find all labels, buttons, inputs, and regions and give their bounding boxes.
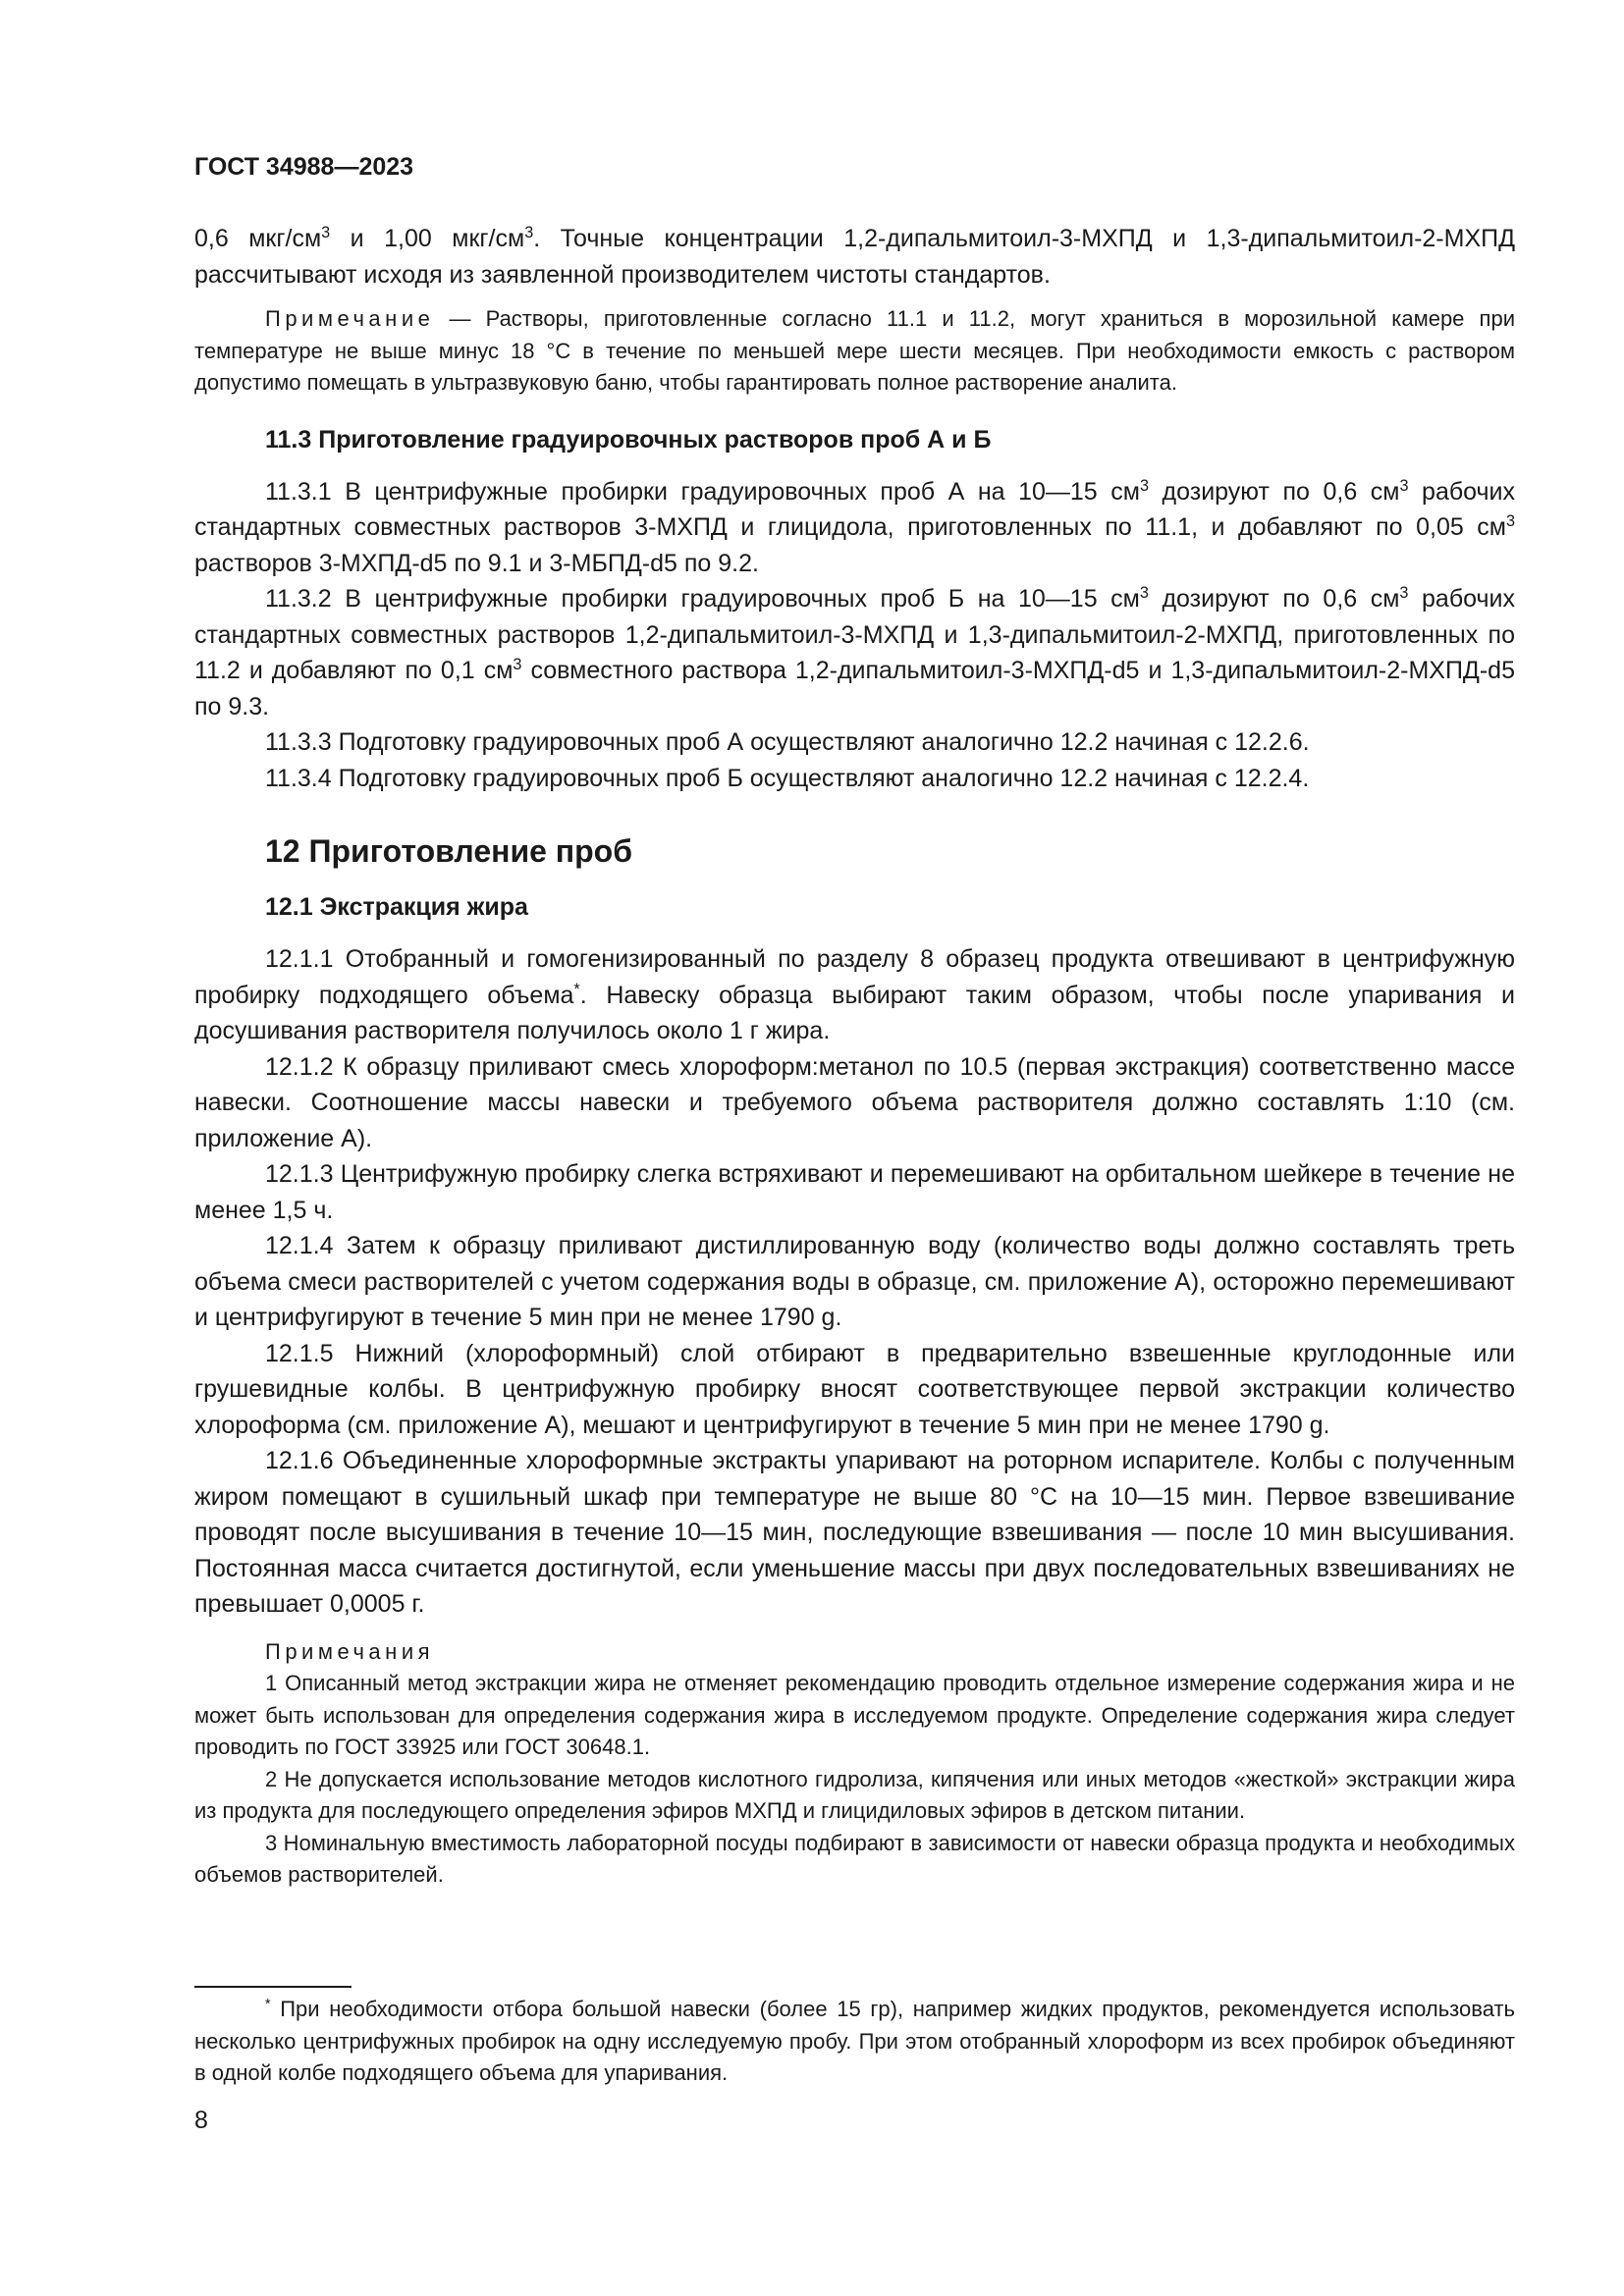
paragraph-12-1-6: 12.1.6 Объединенные хлороформные экстракты упаривают на роторном испарителе. Колбы с полученным жиром помещают в сушильный шкаф при температуре не выше 80 °С на 10—15 мин. Первое взвешивание проводят после высушивания в течение 10—15 мин, последующие взвешивания — после 10 мин высушивания. Постоянная масса считается достигнутой, если уменьшение массы при двух последовательных взвешиваниях не превышает 0,0005 г. bbox=[194, 1447, 1515, 1618]
footnote-divider bbox=[194, 1986, 352, 1988]
note-3: 3 Номинальную вместимость лабораторной посуды подбирают в зависимости от навески образца продукта и необходимых объемов растворителей. bbox=[194, 1830, 1515, 1887]
note-1: 1 Описанный метод экстракции жира не отменяет рекомендацию проводить отдельное измерение содержания жира и не может быть использован для определения содержания жира в исследуемом продукте. Определение содержания жира следует проводить по ГОСТ 33925 или ГОСТ 30648.1. bbox=[194, 1671, 1515, 1759]
paragraph-11-3-2: 11.3.2 В центрифужные пробирки градуировочных проб Б на 10—15 $см^3$ дозируют по 0,6 $см^3$ рабочих стандартных совместных растворов 1,2-дипальмитоил-3-МХПД и 1,3-дипальмитоил-2-МХПД, приготовленных по 11.2 и добавляют по 0,1 $см^3$ совместного раствора 1,2-дипальмитоил-3-МХПД-d5 и 1,3-дипальмитоил-2-МХПД-d5 по 9.3. bbox=[194, 584, 1515, 721]
footnote-reference: * bbox=[573, 980, 580, 998]
paragraph-12-1-5: 12.1.5 Нижний (хлороформный) слой отбирают в предварительно взвешенные круглодонные или грушевидные колбы. В центрифужную пробирку вносят соответствующее первой экстракции количество хлороформа (см. приложение А), мешают и центрифугируют в течение 5 мин при не менее 1790 g. bbox=[194, 1339, 1515, 1439]
section-heading-12-1: 12.1 Экстракция жира bbox=[265, 893, 528, 921]
paragraph-11-3-4: 11.3.4 Подготовку градуировочных проб Б осуществляют аналогично 12.2 начиная с 12.2.4. bbox=[265, 764, 1310, 792]
paragraph-12-1-1: 12.1.1 Отобранный и гомогенизированный по разделу 8 образец продукта отвешивают в центрифужную пробирку подходящего объема*. Навеску образца выбирают таким образом, чтобы после упаривания и досушивания растворителя получилось около 1 г жира. bbox=[194, 945, 1516, 1044]
section-heading-12: 12 Приготовление проб bbox=[265, 833, 632, 869]
note-paragraph: Примечание — Растворы, приготовленные согласно 11.1 и 11.2, могут храниться в морозильной камере при температуре не выше минус 18 °С в течение по меньшей мере шести месяцев. При необходимости емкость с раствором допустимо помещать в ультразвуковую баню, чтобы гарантировать полное растворение аналита. bbox=[194, 306, 1515, 395]
paragraph-continued: 0,6 мкг/$см^3$ и 1,00 мкг/$см^3$. Точные концентрации 1,2-дипальмитоил-3-МХПД и 1,3-дипальмитоил-2-МХПД рассчитывают исходя из заявленной производителем чистоты стандартов. bbox=[194, 224, 1516, 289]
page-number: 8 bbox=[194, 2107, 208, 2134]
note-label: Примечание bbox=[265, 306, 435, 331]
paragraph-12-1-3: 12.1.3 Центрифужную пробирку слегка встряхивают и перемешивают на орбитальном шейкере в течение не менее 1,5 ч. bbox=[194, 1160, 1515, 1224]
page-content bbox=[194, 221, 1515, 1892]
paragraph-12-1-2: 12.1.2 К образцу приливают смесь хлороформ:метанол по 10.5 (первая экстракция) соответственно массе навески. Соотношение массы навески и требуемого объема растворителя должно составлять 1:10 (см. приложение А). bbox=[194, 1052, 1515, 1152]
footnote: * При необходимости отбора большой навески (более 15 гр), например жидких продуктов, рекомендуется использовать несколько центрифужных пробирок на одну исследуемую пробу. При этом отобранный хлороформ из всех пробирок объединяют в одной колбе подходящего объема для упаривания. bbox=[194, 1997, 1515, 2085]
footnote-mark: * bbox=[265, 1997, 271, 2013]
paragraph-11-3-3: 11.3.3 Подготовку градуировочных проб А осуществляют аналогично 12.2 начиная с 12.2.6. bbox=[265, 728, 1310, 756]
document-code: ГОСТ 34988—2023 bbox=[194, 153, 414, 181]
paragraph-12-1-4: 12.1.4 Затем к образцу приливают дистиллированную воду (количество воды должно составлять треть объема смеси растворителей с учетом содержания воды в образце, см. приложение А), осторожно перемешивают и центрифугируют в течение 5 мин при не менее 1790 g. bbox=[194, 1232, 1515, 1331]
section-heading-11-3: 11.3 Приготовление градуировочных растворов проб А и Б bbox=[265, 425, 992, 454]
paragraph-11-3-1: 11.3.1 В центрифужные пробирки градуировочных проб А на 10—15 $см^3$ дозируют по 0,6 $см^3$ рабочих стандартных совместных растворов 3-МХПД и глицидола, приготовленных по 11.1, и добавляют по 0,05 $см^3$ растворов 3-МХПД-d5 по 9.1 и 3-МБПД-d5 по 9.2. bbox=[194, 476, 1516, 577]
note-2: 2 Не допускается использование методов кислотного гидролиза, кипячения или иных методов «жесткой» экстракции жира из продукта для последующего определения эфиров МХПД и глицидиловых эфиров в детском питании. bbox=[194, 1766, 1515, 1823]
notes-label: Примечания bbox=[265, 1638, 435, 1664]
